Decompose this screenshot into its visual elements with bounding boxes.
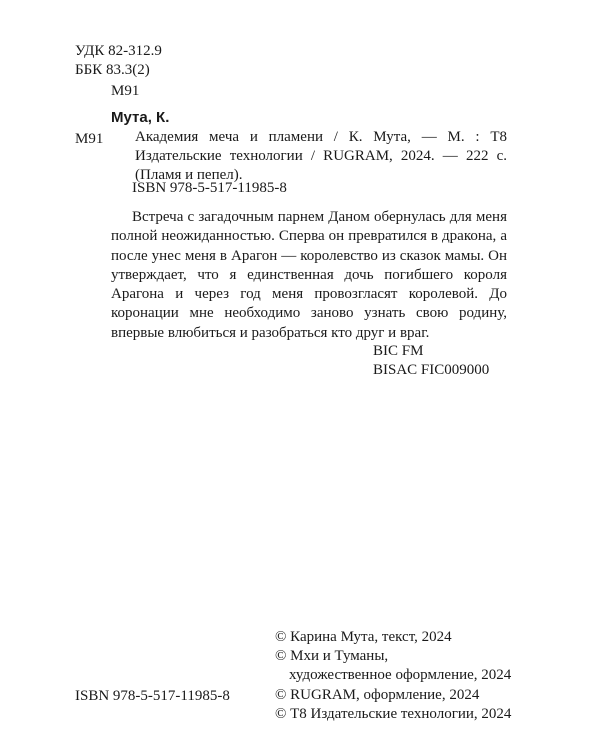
copyright-text: © Карина Мута, текст, 2024 <box>275 629 452 645</box>
copyright-t8: © Т8 Издательские технологии, 2024 <box>275 705 512 722</box>
author-mark-top: М91 <box>111 83 140 99</box>
udk-code: УДК 82-312.9 <box>75 43 162 59</box>
author-mark-side: М91 <box>75 131 104 147</box>
isbn-main: ISBN 978-5-517-11985-8 <box>132 180 287 196</box>
copyright-art-2: художественное оформление, 2024 <box>289 667 512 684</box>
annotation-text: Встреча с загадочным парнем Даном обернулась для меня полной неожиданностью. Сперва он превратился в дракона, а после унес меня в Арагон — королевство из сказок мамы. Он утверждает, что я единственная дочь погибшего короля Арагона и через год меня провозгласят королевой. До коронации мне необходимо заново узнать свою родину, впервые влюбиться и разобраться кто друг и враг. <box>111 209 507 341</box>
bisac-code: BISAC FIC009000 <box>373 362 490 378</box>
author-heading: Мута, К. <box>111 109 170 126</box>
copyright-art-1: © Мхи и Туманы, <box>275 648 389 665</box>
bibliographic-description: Академия меча и пламени / К. Мута, — М. : Т8 Издательские технологии / RUGRAM, 2024. — 222 с. (Пламя и пепел). <box>135 129 507 183</box>
copyright-block <box>275 628 511 724</box>
bic-code: BIC FM <box>373 343 424 359</box>
isbn-footer: ISBN 978-5-517-11985-8 <box>75 688 230 704</box>
copyright-rugram: © RUGRAM, оформление, 2024 <box>275 686 480 703</box>
bbk-code: ББК 83.3(2) <box>75 62 150 78</box>
